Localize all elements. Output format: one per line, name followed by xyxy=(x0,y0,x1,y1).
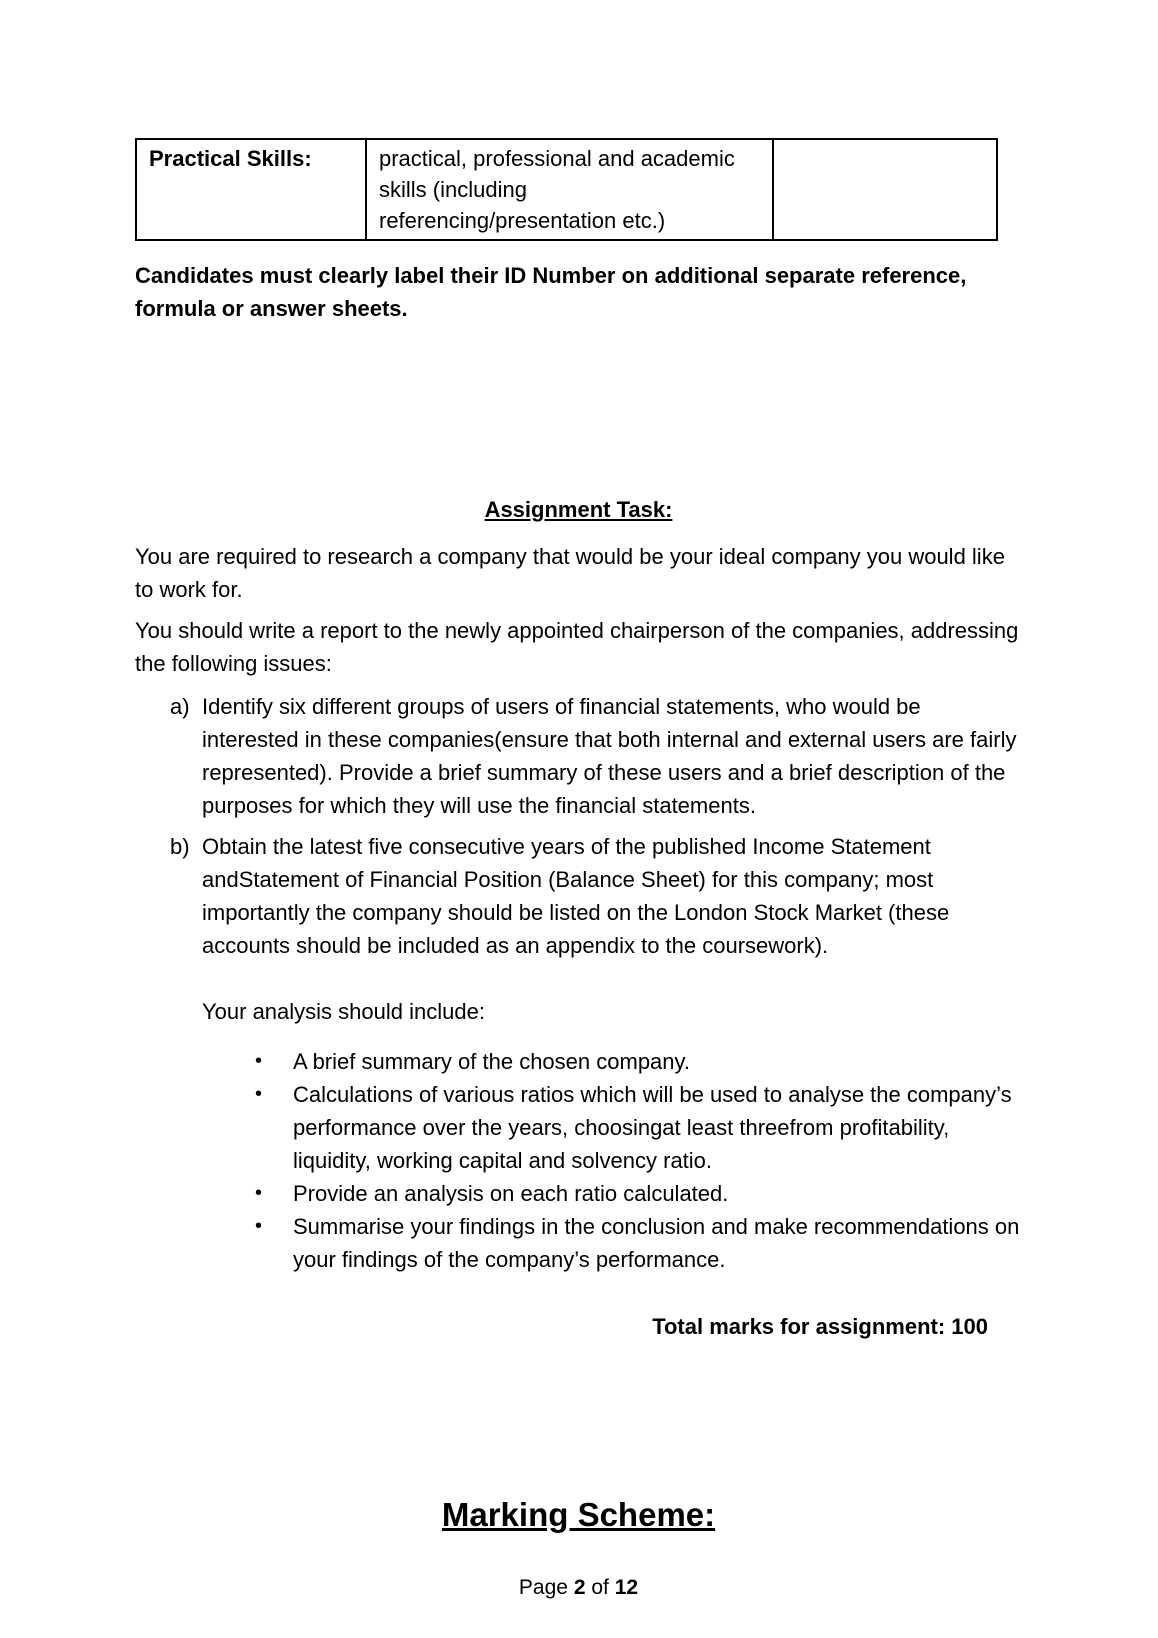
skills-table-marks-cell xyxy=(773,139,997,240)
list-item-b xyxy=(135,830,1022,962)
intro-paragraph-2: You should write a report to the newly appointed chairperson of the companies, addressing the following issues: xyxy=(135,618,1019,676)
bullet-text: A brief summary of the chosen company. xyxy=(293,1049,690,1074)
list-item xyxy=(255,1177,1022,1210)
page-footer xyxy=(135,1571,1022,1604)
skills-table-label-cell: Practical Skills: xyxy=(136,139,366,240)
footer-total-pages: 12 xyxy=(614,1576,639,1599)
bullet-text: Calculations of various ratios which will be used to analyse the company’s performance over the years, choosingat least threefrom profitability, liquidity, working capital and solvency ratio. xyxy=(293,1082,1012,1173)
table-row xyxy=(136,139,997,240)
bullet-text: Provide an analysis on each ratio calculated. xyxy=(293,1181,729,1206)
skills-table xyxy=(135,138,998,241)
intro-paragraph-1: You are required to research a company that would be your ideal company you would like to work for. xyxy=(135,544,1005,602)
bullet-icon: • xyxy=(255,1083,263,1105)
list-item xyxy=(255,1078,1022,1177)
total-marks-text: Total marks for assignment: 100 xyxy=(652,1314,988,1339)
bullet-text: Summarise your findings in the conclusion and make recommendations on your findings of the company’s performance. xyxy=(293,1214,1020,1272)
marking-scheme-heading: Marking Scheme: xyxy=(441,1496,716,1533)
assignment-task-heading: Assignment Task: xyxy=(484,497,673,522)
analysis-bullet-list xyxy=(255,1045,1022,1276)
footer-of-label: of xyxy=(591,1576,609,1599)
list-item xyxy=(255,1045,1022,1078)
list-marker-b: b) xyxy=(170,834,190,859)
list-item-a-text: Identify six different groups of users of financial statements, who would be interested in these companies(ensure that both internal and external users are fairly represented). Provide a brief summary of these users and a brief description of the purposes for which they will use the financial statements. xyxy=(202,694,1017,818)
footer-page-label: Page xyxy=(518,1576,568,1599)
footer-page-number: 2 xyxy=(573,1576,586,1599)
list-item xyxy=(255,1210,1022,1276)
skills-table-description-cell: practical, professional and academic skills (including referencing/presentation etc.) xyxy=(366,139,773,240)
candidates-notice: Candidates must clearly label their ID Number on additional separate reference, formula or answer sheets. xyxy=(135,263,967,321)
bullet-icon: • xyxy=(255,1050,263,1072)
bullet-icon: • xyxy=(255,1215,263,1237)
list-item-b-text: Obtain the latest five consecutive years of the published Income Statement andStatement of Financial Position (Balance Sheet) for this company; most importantly the company should be listed on the London Stock Market (these accounts should be included as an appendix to the coursework). xyxy=(202,834,950,958)
list-marker-a: a) xyxy=(170,694,190,719)
analysis-intro: Your analysis should include: xyxy=(202,999,485,1024)
bullet-icon: • xyxy=(255,1182,263,1204)
list-item-a xyxy=(135,690,1022,822)
